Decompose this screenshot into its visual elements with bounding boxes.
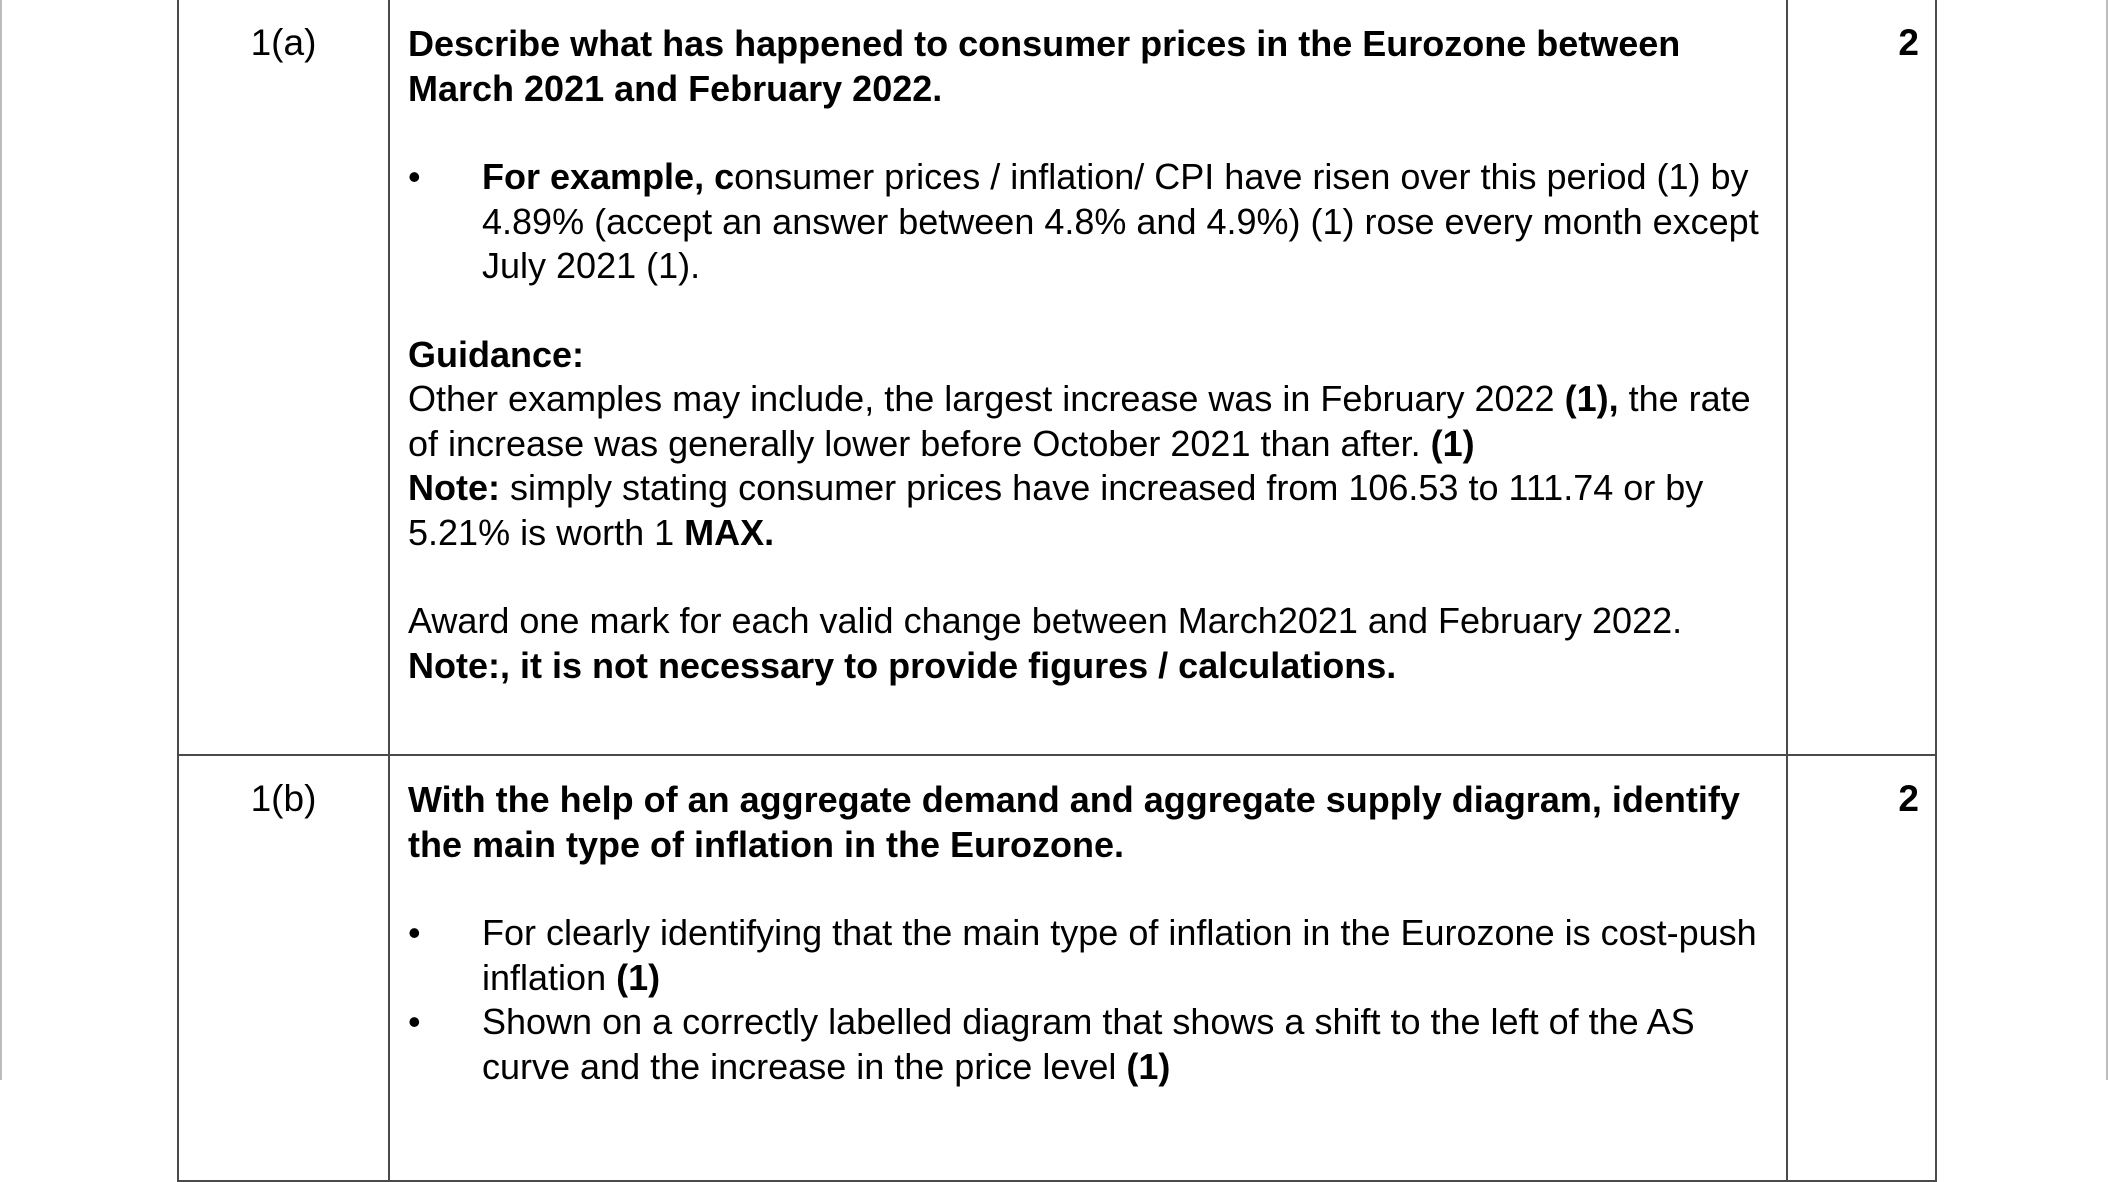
table-row-1b <box>178 755 1936 1181</box>
question-number: 1(b) <box>178 755 389 1181</box>
award-text: Award one mark for each valid change between March2021 and February 2022. <box>408 600 1683 641</box>
answer-cell <box>389 755 1787 1181</box>
note-text: simply stating consumer prices have increased from 106.53 to 111.74 or by 5.21% is worth 1 <box>408 467 1704 553</box>
answer-cell <box>389 0 1787 755</box>
list-item <box>408 155 1766 289</box>
example-text: onsumer prices / inflation/ CPI have risen over this period (1) by 4.89% (accept an answer between 4.8% and 4.9%) (1) rose every month except July 2021 (1). <box>482 156 1759 286</box>
marks-value: 2 <box>1787 755 1936 1181</box>
point-mark: (1) <box>1126 1045 1171 1087</box>
mark-scheme-table <box>177 0 1937 1182</box>
guidance-mark-2: (1) <box>1430 422 1475 464</box>
guidance-heading: Guidance: <box>408 333 585 375</box>
guidance-text-2: the rate of increase was generally lower before October 2021 than after. <box>408 378 1751 464</box>
answer-points-list <box>408 911 1766 1089</box>
question-text: Describe what has happened to consumer prices in the Eurozone between March 2021 and February 2022. <box>408 23 1681 109</box>
bullet-icon: • <box>408 1001 421 1042</box>
guidance-text-1: Other examples may include, the largest increase was in February 2022 <box>408 378 1565 419</box>
note-paragraph <box>408 466 1766 555</box>
note-label: Note: <box>408 467 500 508</box>
list-item <box>408 911 1766 1000</box>
list-item <box>408 1000 1766 1089</box>
guidance-mark-1: (1), <box>1564 378 1619 419</box>
bullet-icon: • <box>408 912 421 953</box>
award-note: Note:, it is not necessary to provide figures / calculations. <box>408 644 1397 686</box>
marks-value: 2 <box>1787 0 1936 755</box>
guidance-text <box>408 377 1766 466</box>
example-list <box>408 155 1766 289</box>
table-row-1a <box>178 0 1936 755</box>
point-text: For clearly identifying that the main type of inflation in the Eurozone is cost-push inflation <box>482 912 1757 998</box>
page-edge-left <box>0 0 2 1080</box>
example-lead: For example, c <box>482 156 735 197</box>
question-text: With the help of an aggregate demand and aggregate supply diagram, identify the main type of inflation in the Eurozone. <box>408 779 1740 865</box>
bullet-icon: • <box>408 156 421 197</box>
point-mark: (1) <box>616 956 661 998</box>
question-number: 1(a) <box>178 0 389 755</box>
note-max: MAX. <box>684 511 775 553</box>
point-text: Shown on a correctly labelled diagram that shows a shift to the left of the AS curve and the increase in the price level <box>482 1001 1695 1087</box>
award-paragraph <box>408 599 1766 688</box>
